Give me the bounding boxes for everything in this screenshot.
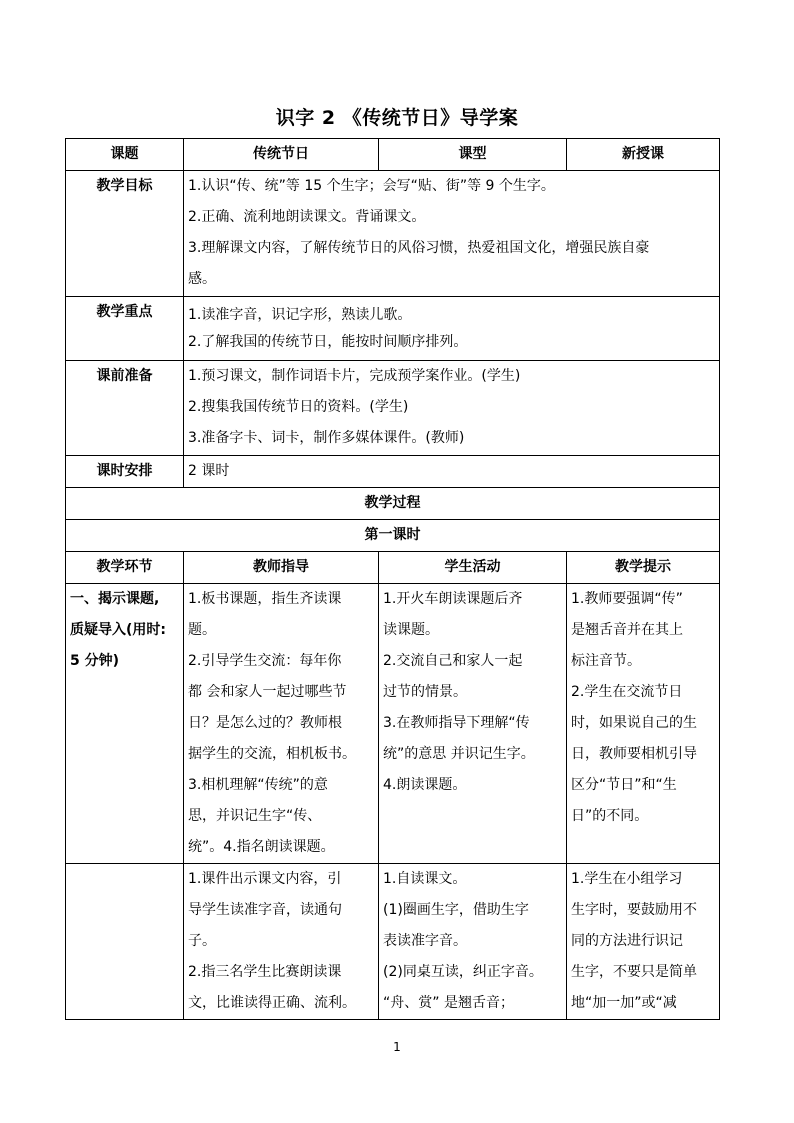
teacher-line: 2.指三名学生比赛朗读课 [188,964,342,980]
tips-line: 是翘舌音并在其上 [571,622,683,638]
column-header-teacher: 教师指导 [184,552,379,584]
teacher-cell [184,584,379,864]
preparation-content [184,361,720,456]
preparation-line: 3.准备字卡、词卡，制作多媒体课件。(教师) [188,430,465,446]
topic-value: 传统节日 [184,139,379,171]
schedule-value: 2 课时 [184,456,720,488]
student-line: 表读准字音。 [383,933,467,949]
student-line: 4.朗读课题。 [383,777,467,793]
objectives-label: 教学目标 [66,171,184,297]
lesson-title: 第一课时 [66,520,720,552]
teacher-line: 据学生的交流，相机板书。 [188,746,356,762]
process-title: 教学过程 [66,488,720,520]
teacher-line: 都 会和家人一起过哪些节 [188,684,347,700]
type-label: 课型 [379,139,567,171]
column-header-row [66,552,720,584]
teacher-line: 导学生读准字音，读通句 [188,902,342,918]
student-line: 3.在教师指导下理解“传 [383,715,530,731]
stage-cell [66,584,184,864]
key-point-line: 2.了解我国的传统节日，能按时间顺序排列。 [188,333,468,350]
tips-line: 时，如果说自己的生 [571,715,697,731]
lesson-plan-table [65,138,720,1020]
teacher-cell [184,864,379,1020]
preparation-line: 1.预习课文，制作词语卡片，完成预学案作业。(学生) [188,368,521,384]
teacher-line: 子。 [188,933,216,949]
tips-line: 生字时，要鼓励用不 [571,902,697,918]
teacher-line: 思，并识记生字“传、 [188,808,322,824]
page-title: 识字 2 《传统节日》导学案 [275,107,519,129]
teacher-line: 文，比谁读得正确、流利。 [188,995,356,1011]
tips-cell [567,864,720,1020]
tips-line: 生字，不要只是简单 [571,964,697,980]
process-title-row [66,488,720,520]
type-value: 新授课 [567,139,720,171]
objectives-row [66,171,720,297]
objective-line: 1.认识“传、统”等 15 个生字；会写“贴、街”等 9 个生字。 [188,178,555,194]
lesson-title-row [66,520,720,552]
teacher-line: 2.引导学生交流：每年你 [188,653,342,669]
student-line: 统”的意思 并识记生字。 [383,746,535,762]
objective-line: 3.理解课文内容，了解传统节日的风俗习惯，热爱祖国文化，增强民族自豪 [188,240,650,256]
student-line: (1)圈画生字，借助生字 [383,902,529,918]
key-points-row [66,297,720,361]
column-header-tips: 教学提示 [567,552,720,584]
student-line: (2)同桌互读，纠正字音。 [383,964,543,980]
student-line: “舟、赏” 是翘舌音； [383,995,514,1011]
objective-line: 2.正确、流利地朗读课文。背诵课文。 [188,209,426,225]
preparation-line: 2.搜集我国传统节日的资料。(学生) [188,399,409,415]
tips-line: 日”的不同。 [571,808,649,824]
teacher-line: 3.相机理解“传统”的意 [188,777,328,793]
table-row [66,584,720,864]
student-line: 1.自读课文。 [383,871,467,887]
teacher-line: 1.板书课题，指生齐读课 [188,591,342,607]
tips-line: 同的方法进行识记 [571,933,683,949]
stage-line: 一、揭示课题, [70,591,160,607]
key-point-line: 1.读准字音，识记字形，熟读儿歌。 [188,306,412,323]
student-line: 1.开火车朗读课题后齐 [383,591,523,607]
tips-line: 日，教师要相机引导 [571,746,697,762]
tips-line: 标注音节。 [571,653,641,669]
tips-line: 1.学生在小组学习 [571,871,683,887]
table-row [66,864,720,1020]
student-line: 读课题。 [383,622,439,638]
student-cell [379,864,567,1020]
teacher-line: 题。 [188,622,216,638]
column-header-stage: 教学环节 [66,552,184,584]
key-points-content [184,297,720,361]
student-line: 2.交流自己和家人一起 [383,653,523,669]
teacher-line: 统”。4.指名朗读课题。 [188,839,335,855]
teacher-line: 1.课件出示课文内容，引 [188,871,342,887]
tips-line: 地“加一加”或“减 [571,995,677,1011]
page-number: 1 [393,1040,401,1054]
tips-line: 区分“节日”和“生 [571,777,677,793]
preparation-label: 课前准备 [66,361,184,456]
column-header-student: 学生活动 [379,552,567,584]
objectives-content [184,171,720,297]
schedule-label: 课时安排 [66,456,184,488]
teacher-line: 日？是怎么过的？教师根 [188,715,342,731]
topic-label: 课题 [66,139,184,171]
preparation-row [66,361,720,456]
header-row [66,139,720,171]
key-points-label: 教学重点 [66,297,184,361]
student-cell [379,584,567,864]
objective-line: 感。 [188,271,216,287]
stage-line: 5 分钟) [70,653,120,669]
schedule-row [66,456,720,488]
stage-cell [66,864,184,1020]
student-line: 过节的情景。 [383,684,467,700]
tips-line: 1.教师要强调“传” [571,591,683,607]
stage-line: 质疑导入(用时: [70,622,166,638]
tips-line: 2.学生在交流节日 [571,684,683,700]
tips-cell [567,584,720,864]
